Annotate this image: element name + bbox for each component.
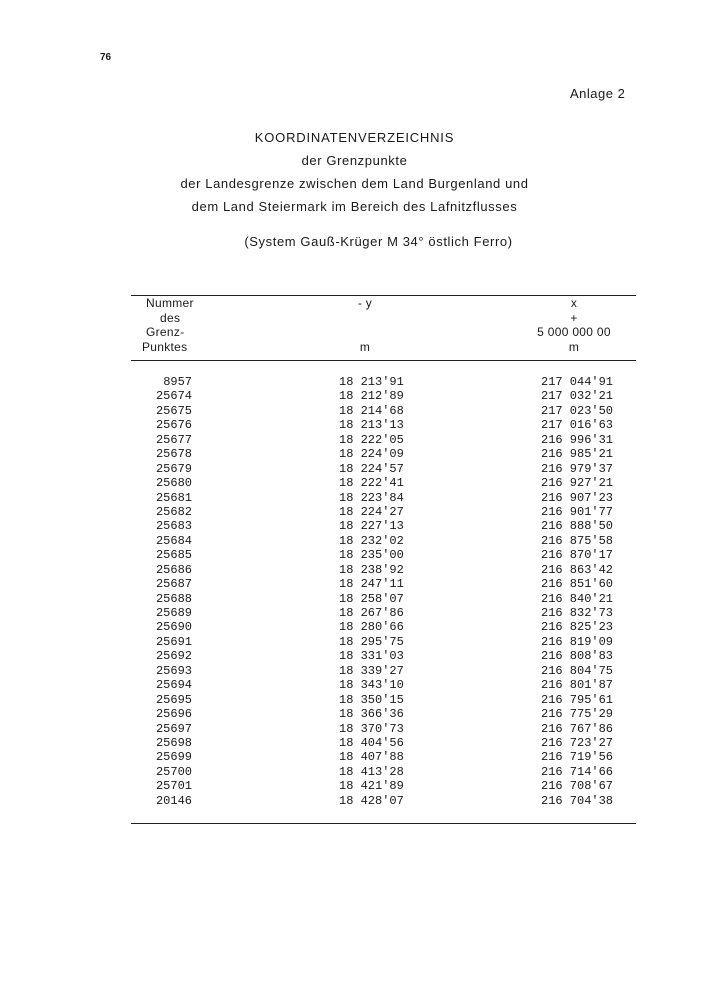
table-row [0, 592, 709, 606]
y-coordinate-cell: 18 213'13 [339, 418, 404, 433]
point-number-cell: 25701 [155, 779, 192, 794]
coordinate-system-note: (System Gauß-Krüger M 34° östlich Ferro) [244, 234, 513, 249]
point-number-cell: 25700 [155, 764, 192, 779]
header-point-number-line-1: Nummer [146, 296, 194, 310]
header-x-label: x [570, 296, 578, 310]
table-row [0, 750, 709, 764]
point-number-cell: 25690 [155, 620, 192, 635]
table-row [0, 794, 709, 808]
header-y-label: - y [357, 296, 373, 310]
y-coordinate-cell: 18 370'73 [339, 721, 404, 736]
x-coordinate-cell: 216 723'27 [541, 735, 614, 750]
table-row [0, 505, 709, 519]
point-number-cell: 25687 [155, 577, 192, 592]
table-row [0, 678, 709, 692]
point-number-cell: 25685 [155, 548, 192, 563]
point-number-cell: 25695 [155, 692, 192, 707]
x-coordinate-cell: 216 708'67 [541, 779, 614, 794]
table-row [0, 447, 709, 461]
point-number-cell: 20146 [155, 793, 192, 808]
table-row [0, 649, 709, 663]
point-number-cell: 25692 [155, 649, 192, 664]
table-row [0, 765, 709, 779]
y-coordinate-cell: 18 214'68 [339, 403, 404, 418]
table-row [0, 620, 709, 634]
x-coordinate-cell: 216 714'66 [541, 764, 614, 779]
header-x-unit: m [568, 339, 580, 354]
y-coordinate-cell: 18 280'66 [339, 620, 404, 635]
point-number-cell: 25681 [155, 490, 192, 505]
table-row [0, 548, 709, 562]
y-coordinate-cell: 18 339'27 [339, 663, 404, 678]
table-header-rule [131, 360, 636, 361]
x-coordinate-cell: 216 927'21 [541, 476, 614, 491]
y-coordinate-cell: 18 213'91 [339, 375, 404, 389]
x-coordinate-cell: 216 888'50 [541, 519, 614, 534]
table-row [0, 519, 709, 533]
y-coordinate-cell: 18 267'86 [339, 606, 404, 620]
y-coordinate-cell: 18 407'88 [339, 750, 404, 765]
x-coordinate-cell: 216 875'58 [541, 533, 614, 548]
point-number-cell: 25694 [155, 678, 192, 693]
point-number-cell: 25698 [155, 735, 192, 750]
heading-title: KOORDINATENVERZEICHNIS [254, 130, 455, 145]
y-coordinate-cell: 18 232'02 [339, 533, 404, 548]
table-row [0, 418, 709, 432]
x-coordinate-cell: 216 704'38 [541, 793, 614, 808]
table-row [0, 736, 709, 750]
table-row [0, 722, 709, 736]
point-number-cell: 25697 [155, 721, 192, 736]
heading-block [0, 126, 709, 218]
y-coordinate-cell: 18 238'92 [339, 562, 404, 577]
point-number-cell: 8957 [163, 375, 192, 389]
point-number-cell: 25677 [155, 432, 192, 447]
point-number-cell: 25691 [155, 634, 192, 649]
point-number-cell: 25684 [155, 533, 192, 548]
y-coordinate-cell: 18 428'07 [339, 793, 404, 808]
point-number-cell: 25688 [155, 591, 192, 606]
y-coordinate-cell: 18 343'10 [339, 678, 404, 693]
x-coordinate-cell: 216 863'42 [541, 562, 614, 577]
header-point-number [142, 296, 194, 354]
point-number-cell: 25689 [155, 606, 192, 620]
x-coordinate-cell: 216 801'87 [541, 678, 614, 693]
table-row [0, 404, 709, 418]
x-coordinate-cell: 217 023'50 [541, 403, 614, 418]
header-x [524, 296, 624, 354]
table-row [0, 606, 709, 620]
table-row [0, 433, 709, 447]
header-x-offset: 5 000 000 00 [537, 325, 611, 339]
point-number-cell: 25675 [155, 403, 192, 418]
table-row [0, 664, 709, 678]
y-coordinate-cell: 18 413'28 [339, 764, 404, 779]
y-coordinate-cell: 18 224'09 [339, 447, 404, 462]
point-number-cell: 25683 [155, 519, 192, 534]
page-number: 76 [100, 52, 112, 63]
y-coordinate-cell: 18 227'13 [339, 519, 404, 534]
x-coordinate-cell: 216 832'73 [541, 606, 614, 620]
coordinate-rows [0, 375, 709, 808]
point-number-cell: 25699 [155, 750, 192, 765]
header-point-number-line-4: Punktes [142, 339, 188, 354]
header-point-number-line-3: Grenz- [146, 325, 185, 339]
x-coordinate-cell: 216 907'23 [541, 490, 614, 505]
table-row [0, 577, 709, 591]
table-row [0, 693, 709, 707]
table-bottom-rule [131, 823, 636, 824]
x-coordinate-cell: 216 825'23 [541, 620, 614, 635]
x-coordinate-cell: 216 808'83 [541, 649, 614, 664]
y-coordinate-cell: 18 295'75 [339, 634, 404, 649]
y-coordinate-cell: 18 212'89 [339, 389, 404, 404]
table-row [0, 476, 709, 490]
y-coordinate-cell: 18 235'00 [339, 548, 404, 563]
table-row [0, 491, 709, 505]
table-row [0, 707, 709, 721]
x-coordinate-cell: 216 985'21 [541, 447, 614, 462]
y-coordinate-cell: 18 224'57 [339, 461, 404, 476]
y-coordinate-cell: 18 222'41 [339, 476, 404, 491]
table-row [0, 389, 709, 403]
heading-line-2: der Grenzpunkte [301, 153, 408, 168]
y-coordinate-cell: 18 223'84 [339, 490, 404, 505]
x-coordinate-cell: 217 032'21 [541, 389, 614, 404]
appendix-label: Anlage 2 [570, 86, 626, 101]
table-row [0, 375, 709, 389]
y-coordinate-cell: 18 224'27 [339, 504, 404, 519]
heading-line-3: der Landesgrenze zwischen dem Land Burgenland und [180, 176, 529, 191]
header-y [340, 296, 390, 354]
point-number-cell: 25676 [155, 418, 192, 433]
x-coordinate-cell: 216 767'86 [541, 721, 614, 736]
x-coordinate-cell: 216 851'60 [541, 577, 614, 592]
point-number-cell: 25674 [155, 389, 192, 404]
x-coordinate-cell: 217 044'91 [541, 375, 614, 389]
y-coordinate-cell: 18 404'56 [339, 735, 404, 750]
header-point-number-line-2: des [160, 310, 181, 325]
y-coordinate-cell: 18 247'11 [339, 577, 404, 592]
table-row [0, 779, 709, 793]
table-row [0, 462, 709, 476]
y-coordinate-cell: 18 350'15 [339, 692, 404, 707]
table-row [0, 534, 709, 548]
table-row [0, 635, 709, 649]
x-coordinate-cell: 216 819'09 [541, 634, 614, 649]
y-coordinate-cell: 18 421'89 [339, 779, 404, 794]
header-y-unit: m [359, 339, 371, 354]
y-coordinate-cell: 18 331'03 [339, 649, 404, 664]
x-coordinate-cell: 216 840'21 [541, 591, 614, 606]
x-coordinate-cell: 216 804'75 [541, 663, 614, 678]
x-coordinate-cell: 216 996'31 [541, 432, 614, 447]
y-coordinate-cell: 18 222'05 [339, 432, 404, 447]
point-number-cell: 25678 [155, 447, 192, 462]
point-number-cell: 25682 [155, 504, 192, 519]
x-coordinate-cell: 216 775'29 [541, 707, 614, 722]
heading-line-4: dem Land Steiermark im Bereich des Lafnitzflusses [191, 199, 518, 214]
x-coordinate-cell: 217 016'63 [541, 418, 614, 433]
point-number-cell: 25696 [155, 707, 192, 722]
point-number-cell: 25693 [155, 663, 192, 678]
x-coordinate-cell: 216 979'37 [541, 461, 614, 476]
x-coordinate-cell: 216 870'17 [541, 548, 614, 563]
y-coordinate-cell: 18 258'07 [339, 591, 404, 606]
point-number-cell: 25680 [155, 476, 192, 491]
x-coordinate-cell: 216 795'61 [541, 692, 614, 707]
point-number-cell: 25686 [155, 562, 192, 577]
point-number-cell: 25679 [155, 461, 192, 476]
x-coordinate-cell: 216 719'56 [541, 750, 614, 765]
x-coordinate-cell: 216 901'77 [541, 504, 614, 519]
header-x-sign: + [570, 310, 578, 325]
y-coordinate-cell: 18 366'36 [339, 707, 404, 722]
table-row [0, 563, 709, 577]
